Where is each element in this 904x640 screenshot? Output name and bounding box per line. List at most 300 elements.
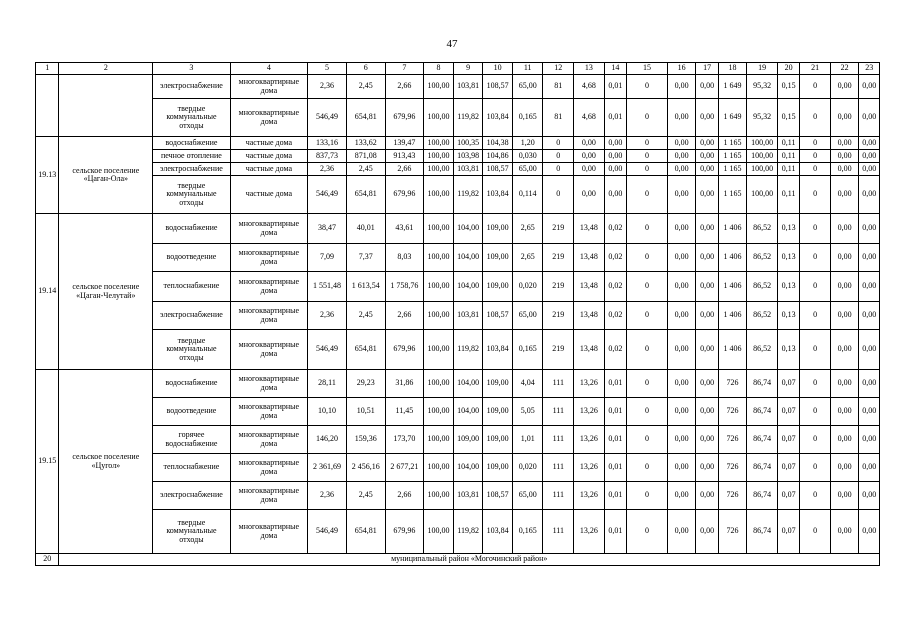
value-cell: 13,48 xyxy=(574,214,605,244)
value-cell: 159,36 xyxy=(346,426,385,454)
value-cell: 0,00 xyxy=(830,398,859,426)
value-cell: 109,00 xyxy=(453,426,483,454)
value-cell: 111 xyxy=(543,398,574,426)
value-cell: 0,114 xyxy=(512,176,543,214)
settlement-name: сельское поселение «Цаган-Ола» xyxy=(59,137,153,214)
value-cell: 0 xyxy=(543,137,574,150)
value-cell: 0,00 xyxy=(859,214,880,244)
value-cell: 4,68 xyxy=(574,75,605,99)
value-cell: 0,00 xyxy=(667,214,696,244)
column-header: 12 xyxy=(543,63,574,75)
value-cell: 1 551,48 xyxy=(308,272,347,302)
value-cell: 0,00 xyxy=(859,150,880,163)
value-cell: 0 xyxy=(800,163,831,176)
value-cell: 0 xyxy=(800,330,831,370)
value-cell: 119,82 xyxy=(453,176,483,214)
value-cell: 2,45 xyxy=(346,75,385,99)
table-row xyxy=(36,370,880,398)
value-cell: 0 xyxy=(800,99,831,137)
value-cell: 0,00 xyxy=(667,137,696,150)
value-cell: 0,00 xyxy=(667,244,696,272)
housing-type: частные дома xyxy=(230,150,307,163)
value-cell: 1 613,54 xyxy=(346,272,385,302)
value-cell: 0,00 xyxy=(830,75,859,99)
value-cell: 103,84 xyxy=(483,330,513,370)
value-cell: 726 xyxy=(718,426,747,454)
value-cell: 104,00 xyxy=(453,370,483,398)
column-header: 22 xyxy=(830,63,859,75)
value-cell: 726 xyxy=(718,482,747,510)
value-cell: 0,00 xyxy=(696,99,718,137)
value-cell: 0,00 xyxy=(696,302,718,330)
value-cell: 2 361,69 xyxy=(308,454,347,482)
value-cell: 0,01 xyxy=(604,99,626,137)
column-header: 7 xyxy=(385,63,424,75)
value-cell: 0,01 xyxy=(604,370,626,398)
value-cell: 1,01 xyxy=(512,426,543,454)
value-cell: 0,020 xyxy=(512,272,543,302)
value-cell: 111 xyxy=(543,510,574,554)
value-cell: 0,00 xyxy=(859,99,880,137)
value-cell: 2,65 xyxy=(512,244,543,272)
value-cell: 837,73 xyxy=(308,150,347,163)
value-cell: 0,15 xyxy=(777,75,799,99)
value-cell: 5,05 xyxy=(512,398,543,426)
column-header: 14 xyxy=(604,63,626,75)
value-cell: 109,00 xyxy=(483,398,513,426)
value-cell: 0,00 xyxy=(859,302,880,330)
housing-type: многоквартирные дома xyxy=(230,330,307,370)
value-cell: 2,36 xyxy=(308,163,347,176)
value-cell: 100,00 xyxy=(424,150,454,163)
value-cell: 0,13 xyxy=(777,302,799,330)
column-header: 11 xyxy=(512,63,543,75)
value-cell: 13,48 xyxy=(574,330,605,370)
value-cell: 2 677,21 xyxy=(385,454,424,482)
column-header: 2 xyxy=(59,63,153,75)
table-row xyxy=(36,75,880,99)
value-cell: 0,00 xyxy=(604,137,626,150)
value-cell: 0,00 xyxy=(667,75,696,99)
column-header: 18 xyxy=(718,63,747,75)
value-cell: 2,36 xyxy=(308,302,347,330)
value-cell: 133,16 xyxy=(308,137,347,150)
value-cell: 0,00 xyxy=(830,302,859,330)
value-cell: 726 xyxy=(718,510,747,554)
value-cell: 0,02 xyxy=(604,302,626,330)
value-cell: 1 406 xyxy=(718,244,747,272)
value-cell: 679,96 xyxy=(385,176,424,214)
table-row xyxy=(36,302,880,330)
value-cell: 86,74 xyxy=(747,454,778,482)
value-cell: 0,13 xyxy=(777,330,799,370)
value-cell: 0,00 xyxy=(830,137,859,150)
value-cell: 1,20 xyxy=(512,137,543,150)
tariff-table xyxy=(35,62,880,566)
housing-type: многоквартирные дома xyxy=(230,426,307,454)
value-cell: 95,32 xyxy=(747,75,778,99)
value-cell: 86,52 xyxy=(747,272,778,302)
table-row xyxy=(36,244,880,272)
value-cell: 0 xyxy=(627,163,668,176)
value-cell: 81 xyxy=(543,75,574,99)
value-cell: 119,82 xyxy=(453,510,483,554)
value-cell: 0 xyxy=(800,137,831,150)
value-cell: 0,00 xyxy=(830,176,859,214)
value-cell: 0,11 xyxy=(777,176,799,214)
value-cell: 40,01 xyxy=(346,214,385,244)
value-cell: 1 649 xyxy=(718,99,747,137)
value-cell: 100,00 xyxy=(424,482,454,510)
value-cell: 2,66 xyxy=(385,482,424,510)
value-cell: 0,00 xyxy=(667,302,696,330)
value-cell: 0,02 xyxy=(604,330,626,370)
value-cell: 679,96 xyxy=(385,99,424,137)
housing-type: многоквартирные дома xyxy=(230,398,307,426)
value-cell: 2,66 xyxy=(385,75,424,99)
value-cell: 0,00 xyxy=(696,370,718,398)
value-cell: 2 456,16 xyxy=(346,454,385,482)
value-cell: 0,00 xyxy=(696,272,718,302)
value-cell: 0 xyxy=(800,214,831,244)
value-cell: 0,00 xyxy=(859,454,880,482)
value-cell: 8,03 xyxy=(385,244,424,272)
value-cell: 0,00 xyxy=(696,426,718,454)
value-cell: 0,00 xyxy=(667,398,696,426)
value-cell: 29,23 xyxy=(346,370,385,398)
value-cell: 100,00 xyxy=(424,330,454,370)
value-cell: 0,00 xyxy=(696,510,718,554)
value-cell: 104,00 xyxy=(453,398,483,426)
value-cell: 1 165 xyxy=(718,137,747,150)
value-cell: 0 xyxy=(627,330,668,370)
value-cell: 0 xyxy=(627,99,668,137)
service-type: электроснабжение xyxy=(153,163,230,176)
value-cell: 0,00 xyxy=(667,426,696,454)
value-cell: 0 xyxy=(800,482,831,510)
value-cell: 86,52 xyxy=(747,302,778,330)
column-header: 4 xyxy=(230,63,307,75)
housing-type: многоквартирные дома xyxy=(230,75,307,99)
value-cell: 65,00 xyxy=(512,163,543,176)
value-cell: 86,52 xyxy=(747,214,778,244)
value-cell: 1 406 xyxy=(718,272,747,302)
value-cell: 2,66 xyxy=(385,163,424,176)
value-cell: 100,00 xyxy=(424,398,454,426)
value-cell: 119,82 xyxy=(453,99,483,137)
value-cell: 0,00 xyxy=(696,137,718,150)
value-cell: 1 406 xyxy=(718,330,747,370)
housing-type: частные дома xyxy=(230,137,307,150)
row-number xyxy=(36,75,59,137)
value-cell: 7,09 xyxy=(308,244,347,272)
row-number: 19.14 xyxy=(36,214,59,370)
value-cell: 0,00 xyxy=(859,330,880,370)
value-cell: 104,00 xyxy=(453,214,483,244)
value-cell: 0,00 xyxy=(574,163,605,176)
value-cell: 13,48 xyxy=(574,302,605,330)
value-cell: 1 165 xyxy=(718,163,747,176)
housing-type: многоквартирные дома xyxy=(230,370,307,398)
column-header: 20 xyxy=(777,63,799,75)
value-cell: 0,00 xyxy=(830,214,859,244)
value-cell: 2,66 xyxy=(385,302,424,330)
value-cell: 0 xyxy=(627,176,668,214)
value-cell: 654,81 xyxy=(346,330,385,370)
value-cell: 0,01 xyxy=(604,398,626,426)
value-cell: 0 xyxy=(627,244,668,272)
value-cell: 0,00 xyxy=(696,454,718,482)
value-cell: 111 xyxy=(543,426,574,454)
service-type: электроснабжение xyxy=(153,302,230,330)
table-row xyxy=(36,176,880,214)
value-cell: 0 xyxy=(627,370,668,398)
value-cell: 103,81 xyxy=(453,163,483,176)
value-cell: 546,49 xyxy=(308,176,347,214)
value-cell: 2,45 xyxy=(346,482,385,510)
value-cell: 0 xyxy=(627,510,668,554)
column-header: 23 xyxy=(859,63,880,75)
value-cell: 0,00 xyxy=(859,163,880,176)
value-cell: 0,00 xyxy=(574,137,605,150)
value-cell: 109,00 xyxy=(483,214,513,244)
value-cell: 0,00 xyxy=(667,510,696,554)
settlement-name xyxy=(59,75,153,137)
value-cell: 0,165 xyxy=(512,330,543,370)
value-cell: 0,00 xyxy=(830,510,859,554)
value-cell: 0,00 xyxy=(604,163,626,176)
housing-type: частные дома xyxy=(230,163,307,176)
value-cell: 0,13 xyxy=(777,214,799,244)
settlement-name: сельское поселение «Цугол» xyxy=(59,370,153,554)
value-cell: 219 xyxy=(543,330,574,370)
value-cell: 0 xyxy=(800,244,831,272)
value-cell: 28,11 xyxy=(308,370,347,398)
value-cell: 913,43 xyxy=(385,150,424,163)
value-cell: 100,00 xyxy=(424,214,454,244)
value-cell: 0,07 xyxy=(777,454,799,482)
value-cell: 0,00 xyxy=(859,482,880,510)
value-cell: 139,47 xyxy=(385,137,424,150)
column-header: 15 xyxy=(627,63,668,75)
value-cell: 0,00 xyxy=(696,482,718,510)
value-cell: 0,00 xyxy=(667,163,696,176)
value-cell: 0,00 xyxy=(830,482,859,510)
value-cell: 0,11 xyxy=(777,163,799,176)
value-cell: 109,00 xyxy=(483,370,513,398)
value-cell: 654,81 xyxy=(346,99,385,137)
value-cell: 13,26 xyxy=(574,398,605,426)
value-cell: 108,57 xyxy=(483,163,513,176)
value-cell: 0,165 xyxy=(512,510,543,554)
value-cell: 13,26 xyxy=(574,370,605,398)
service-type: водоснабжение xyxy=(153,214,230,244)
value-cell: 0,00 xyxy=(667,454,696,482)
value-cell: 1 406 xyxy=(718,302,747,330)
value-cell: 108,57 xyxy=(483,75,513,99)
value-cell: 104,86 xyxy=(483,150,513,163)
value-cell: 100,00 xyxy=(747,137,778,150)
value-cell: 0,02 xyxy=(604,214,626,244)
value-cell: 0,01 xyxy=(604,75,626,99)
value-cell: 10,10 xyxy=(308,398,347,426)
value-cell: 0 xyxy=(800,176,831,214)
column-header: 3 xyxy=(153,63,230,75)
value-cell: 0,00 xyxy=(859,272,880,302)
value-cell: 10,51 xyxy=(346,398,385,426)
value-cell: 13,48 xyxy=(574,272,605,302)
value-cell: 65,00 xyxy=(512,482,543,510)
value-cell: 100,00 xyxy=(424,370,454,398)
value-cell: 679,96 xyxy=(385,330,424,370)
settlement-name: сельское поселение «Цаган-Челутай» xyxy=(59,214,153,370)
value-cell: 0,13 xyxy=(777,272,799,302)
column-header: 9 xyxy=(453,63,483,75)
value-cell: 100,00 xyxy=(424,244,454,272)
value-cell: 0 xyxy=(800,272,831,302)
value-cell: 109,00 xyxy=(483,244,513,272)
value-cell: 0,00 xyxy=(696,75,718,99)
value-cell: 0 xyxy=(543,176,574,214)
value-cell: 103,81 xyxy=(453,302,483,330)
value-cell: 0 xyxy=(543,163,574,176)
value-cell: 4,68 xyxy=(574,99,605,137)
value-cell: 2,45 xyxy=(346,163,385,176)
value-cell: 0,00 xyxy=(696,398,718,426)
value-cell: 38,47 xyxy=(308,214,347,244)
service-type: твердые коммунальные отходы xyxy=(153,176,230,214)
value-cell: 4,04 xyxy=(512,370,543,398)
value-cell: 0,07 xyxy=(777,482,799,510)
value-cell: 0,00 xyxy=(667,370,696,398)
value-cell: 654,81 xyxy=(346,176,385,214)
column-header: 5 xyxy=(308,63,347,75)
value-cell: 0,00 xyxy=(604,176,626,214)
value-cell: 0,00 xyxy=(830,163,859,176)
value-cell: 0,00 xyxy=(667,176,696,214)
table-row xyxy=(36,163,880,176)
value-cell: 0 xyxy=(627,137,668,150)
value-cell: 100,00 xyxy=(747,150,778,163)
housing-type: многоквартирные дома xyxy=(230,482,307,510)
housing-type: многоквартирные дома xyxy=(230,99,307,137)
header-row xyxy=(36,63,880,75)
column-header: 6 xyxy=(346,63,385,75)
value-cell: 43,61 xyxy=(385,214,424,244)
value-cell: 95,32 xyxy=(747,99,778,137)
table-row xyxy=(36,99,880,137)
value-cell: 0 xyxy=(627,150,668,163)
value-cell: 0,07 xyxy=(777,398,799,426)
housing-type: многоквартирные дома xyxy=(230,302,307,330)
value-cell: 0,00 xyxy=(830,244,859,272)
value-cell: 0 xyxy=(627,454,668,482)
housing-type: частные дома xyxy=(230,176,307,214)
value-cell: 0,11 xyxy=(777,150,799,163)
column-header: 17 xyxy=(696,63,718,75)
value-cell: 81 xyxy=(543,99,574,137)
service-type: электроснабжение xyxy=(153,482,230,510)
value-cell: 100,00 xyxy=(747,163,778,176)
value-cell: 0,00 xyxy=(830,426,859,454)
service-type: электроснабжение xyxy=(153,75,230,99)
table-row xyxy=(36,454,880,482)
value-cell: 0,00 xyxy=(667,99,696,137)
value-cell: 173,70 xyxy=(385,426,424,454)
value-cell: 86,74 xyxy=(747,426,778,454)
value-cell: 0,00 xyxy=(859,75,880,99)
value-cell: 0,00 xyxy=(696,244,718,272)
column-header: 8 xyxy=(424,63,454,75)
value-cell: 0,00 xyxy=(667,482,696,510)
value-cell: 13,26 xyxy=(574,482,605,510)
value-cell: 103,81 xyxy=(453,482,483,510)
district-title: муниципальный район «Могочинский район» xyxy=(59,554,880,566)
value-cell: 0,00 xyxy=(696,163,718,176)
value-cell: 0 xyxy=(800,370,831,398)
column-header: 16 xyxy=(667,63,696,75)
value-cell: 0,00 xyxy=(574,176,605,214)
value-cell: 0,00 xyxy=(696,176,718,214)
housing-type: многоквартирные дома xyxy=(230,214,307,244)
row-number: 19.15 xyxy=(36,370,59,554)
column-header: 10 xyxy=(483,63,513,75)
value-cell: 0,07 xyxy=(777,370,799,398)
value-cell: 104,00 xyxy=(453,454,483,482)
value-cell: 103,81 xyxy=(453,75,483,99)
value-cell: 0 xyxy=(627,482,668,510)
value-cell: 104,00 xyxy=(453,244,483,272)
value-cell: 0,00 xyxy=(667,272,696,302)
value-cell: 219 xyxy=(543,302,574,330)
value-cell: 13,26 xyxy=(574,454,605,482)
service-type: теплоснабжение xyxy=(153,272,230,302)
value-cell: 0,00 xyxy=(830,272,859,302)
value-cell: 0,00 xyxy=(696,330,718,370)
service-type: теплоснабжение xyxy=(153,454,230,482)
service-type: водоотведение xyxy=(153,398,230,426)
value-cell: 0,020 xyxy=(512,454,543,482)
value-cell: 0,00 xyxy=(667,330,696,370)
value-cell: 103,84 xyxy=(483,99,513,137)
value-cell: 109,00 xyxy=(483,272,513,302)
value-cell: 108,57 xyxy=(483,302,513,330)
value-cell: 0 xyxy=(800,398,831,426)
value-cell: 0 xyxy=(800,75,831,99)
value-cell: 2,45 xyxy=(346,302,385,330)
value-cell: 100,00 xyxy=(424,163,454,176)
service-type: твердые коммунальные отходы xyxy=(153,99,230,137)
value-cell: 103,98 xyxy=(453,150,483,163)
value-cell: 0,030 xyxy=(512,150,543,163)
value-cell: 0 xyxy=(800,426,831,454)
value-cell: 103,84 xyxy=(483,510,513,554)
value-cell: 2,36 xyxy=(308,75,347,99)
value-cell: 726 xyxy=(718,398,747,426)
value-cell: 111 xyxy=(543,482,574,510)
value-cell: 0,07 xyxy=(777,426,799,454)
table-row xyxy=(36,272,880,302)
value-cell: 13,26 xyxy=(574,510,605,554)
value-cell: 0,00 xyxy=(859,137,880,150)
service-type: водоснабжение xyxy=(153,370,230,398)
value-cell: 2,36 xyxy=(308,482,347,510)
value-cell: 0,00 xyxy=(830,99,859,137)
value-cell: 219 xyxy=(543,272,574,302)
value-cell: 7,37 xyxy=(346,244,385,272)
value-cell: 100,35 xyxy=(453,137,483,150)
column-header: 19 xyxy=(747,63,778,75)
